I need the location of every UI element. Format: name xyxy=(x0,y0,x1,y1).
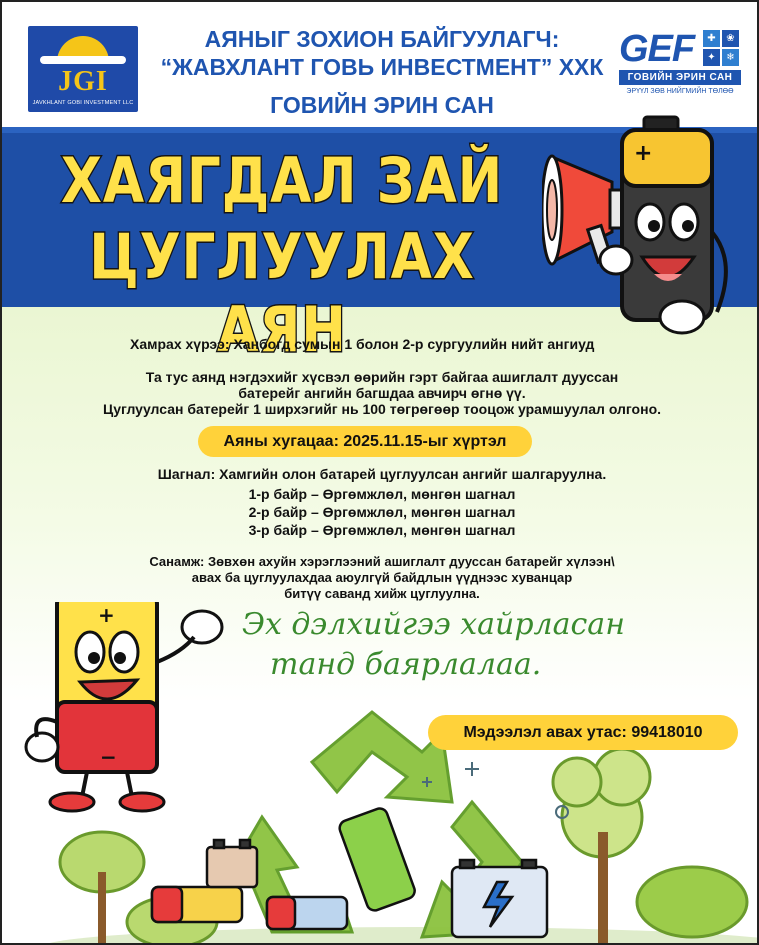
prize-2: 2-р байр – Өргөмжлөл, мөнгөн шагнал xyxy=(248,504,516,520)
note-line-1: Санамж: Зөвхөн ахуйн хэрэглээний ашиглалт дууссан батарейг хүлээн\ xyxy=(149,554,615,569)
title-line-1: ХАЯГДАЛ ЗАЙ xyxy=(60,144,504,217)
gef-logo xyxy=(619,28,743,104)
gef-logo-text: GEF xyxy=(619,28,695,70)
organizer-line-2: “ЖАВХЛАНТ ГОВЬ ИНВЕСТМЕНТ” ХХК xyxy=(160,54,604,80)
note-line-3: битүү саванд хийж цуглуулна. xyxy=(284,586,480,601)
battery-megaphone-mascot xyxy=(542,112,742,342)
contact-badge: Мэдээлэл авах утас: 99418010 xyxy=(428,715,738,750)
thanks-line-2: танд баярлалаа. xyxy=(270,647,542,682)
jgi-logo-subtext: JAVKHLANT GOBI INVESTMENT LLC xyxy=(32,100,134,106)
gef-tiles-icon: ✚ ❀ ✦ ❄ xyxy=(703,30,739,66)
thanks-line-1: Эх дэлхийгээ хайрласан xyxy=(242,607,625,642)
intro-line-3: Цуглуулсан батерейг 1 ширхэгийг нь 100 төгрөгөөр тооцож урамшуулал олгоно. xyxy=(102,401,662,417)
jgi-logo xyxy=(28,26,138,112)
gef-logo-tagline: ЭРҮҮЛ ЗӨВ НИЙГМИЙН ТӨЛӨӨ xyxy=(626,88,734,95)
svg-text:+: + xyxy=(634,141,653,166)
prize-3: 3-р байр – Өргөмжлөл, мөнгөн шагнал xyxy=(248,522,516,538)
deadline-badge: Аяны хугацаа: 2025.11.15-ыг хүртэл xyxy=(198,426,532,457)
header xyxy=(2,2,759,127)
intro-line-2: батерейг ангийн багшдаа авчирч өгнө үү. xyxy=(238,385,526,401)
gef-logo-band: ГОВИЙН ЭРИН САН xyxy=(619,70,741,85)
note-line-2: авах ба цуглуулахдаа аюулгүй байдлын үүднээс хуванцар xyxy=(191,570,573,585)
organizer-line-1: АЯНЫГ ЗОХИОН БАЙГУУЛАГЧ: xyxy=(204,26,560,52)
organizer-line-3: ГОВИЙН ЭРИН САН xyxy=(270,92,494,118)
title-line-2: ЦУГЛУУЛАХ АЯН xyxy=(89,220,475,366)
svg-text:+: + xyxy=(98,603,115,627)
svg-text:−: − xyxy=(100,745,117,769)
prize-1: 1-р байр – Өргөмжлөл, мөнгөн шагнал xyxy=(248,486,516,502)
prize-intro: Шагнал: Хамгийн олон батарей цуглуулсан ангийг шалгаруулна. xyxy=(157,466,607,482)
scope-text: Хамрах хүрээ: Ханбогд сумын 1 болон 2-р сургуулийн нийт ангиуд xyxy=(130,336,595,352)
intro-line-1: Та тус аянд нэгдэхийг хүсвэл өөрийн гэрт байгаа ашиглалт дууссан xyxy=(145,369,619,385)
jgi-logo-text: JGI xyxy=(58,66,108,97)
